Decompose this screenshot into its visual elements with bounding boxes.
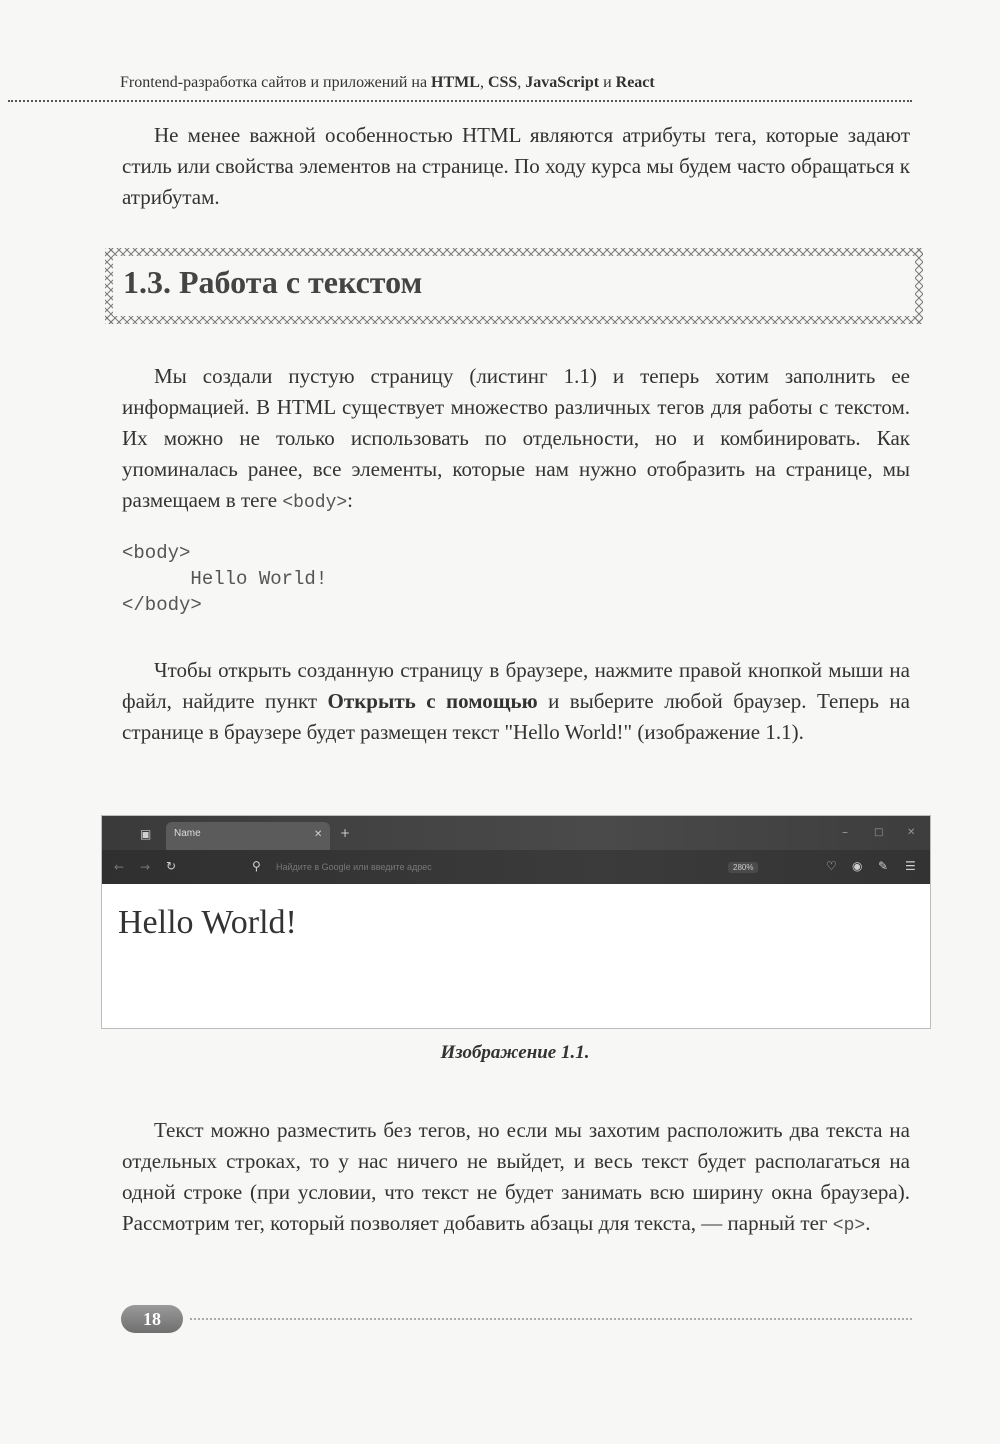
intro-paragraph: Не менее важной особенностью HTML являются атрибуты тега, которые задают стиль или свойства элементов на странице. По ходу курса мы будем часто обращаться к атрибутам. (122, 123, 910, 209)
paragraph-2: Чтобы открыть созданную страницу в браузере, нажмите правой кнопкой мыши на файл, найдите пункт Открыть с помощью и выберите любой браузер. Теперь на странице в браузере будет размещен текст "Hello World!" (изображение 1.1). (122, 658, 910, 744)
pocket-icon[interactable]: ♡ (826, 859, 837, 873)
section-heading-box (103, 246, 925, 326)
window-close-icon[interactable]: ✕ (907, 827, 916, 838)
address-bar-input[interactable]: Найдите в Google или введите адрес (276, 862, 432, 872)
browser-toolbar (102, 850, 930, 884)
account-icon[interactable]: ◉ (852, 859, 863, 873)
maximize-icon[interactable]: □ (874, 827, 884, 838)
menu-icon[interactable]: ☰ (905, 859, 916, 873)
figure-caption: Изображение 1.1. (440, 1042, 590, 1063)
browser-screenshot (101, 815, 931, 1029)
paragraph-1: Мы создали пустую страницу (листинг 1.1) и теперь хотим заполнить ее информацией. В HTML существует множество различных тегов для работы с текстом. Их можно не только использовать по отдельности, но и комбинировать. Как упоминалась ранее, все элементы, которые нам нужно отобразить на странице, мы размещаем в теге <body>: (122, 364, 910, 513)
running-header: Frontend-разработка сайтов и приложений на HTML, CSS, JavaScript и React (120, 74, 655, 91)
zoom-level[interactable]: 280% (728, 862, 758, 873)
new-tab-icon[interactable]: + (340, 826, 351, 840)
footer-divider (190, 1318, 912, 1320)
minimize-icon[interactable]: – (842, 825, 848, 839)
close-tab-icon[interactable]: ✕ (314, 829, 323, 840)
search-icon: ⚲ (252, 859, 261, 873)
extensions-icon[interactable]: ✎ (878, 859, 889, 873)
code-listing: <body> Hello World! </body> (122, 542, 328, 616)
paragraph-3: Текст можно разместить без тегов, но если мы захотим расположить два текста на отдельных строках, то у нас ничего не выйдет, и весь текст будет располагаться на одной строке (при условии, что текст не будет занимать всю ширину окна браузера). Рассмотрим тег, который позволяет добавить абзацы для текста, — парный тег <p>. (122, 1118, 910, 1236)
section-title: 1.3. Работа с текстом (123, 264, 423, 300)
back-icon[interactable]: ← (114, 860, 125, 874)
page-content-text: Hello World! (118, 904, 297, 941)
header-divider (8, 100, 912, 102)
tab-overview-icon[interactable]: ▣ (140, 827, 152, 841)
browser-tab-bar (102, 816, 930, 850)
browser-tab[interactable]: Name ✕ (166, 822, 330, 850)
page-number: 18 (121, 1305, 183, 1333)
forward-icon[interactable]: → (140, 860, 151, 874)
reload-icon[interactable]: ↻ (166, 859, 177, 873)
